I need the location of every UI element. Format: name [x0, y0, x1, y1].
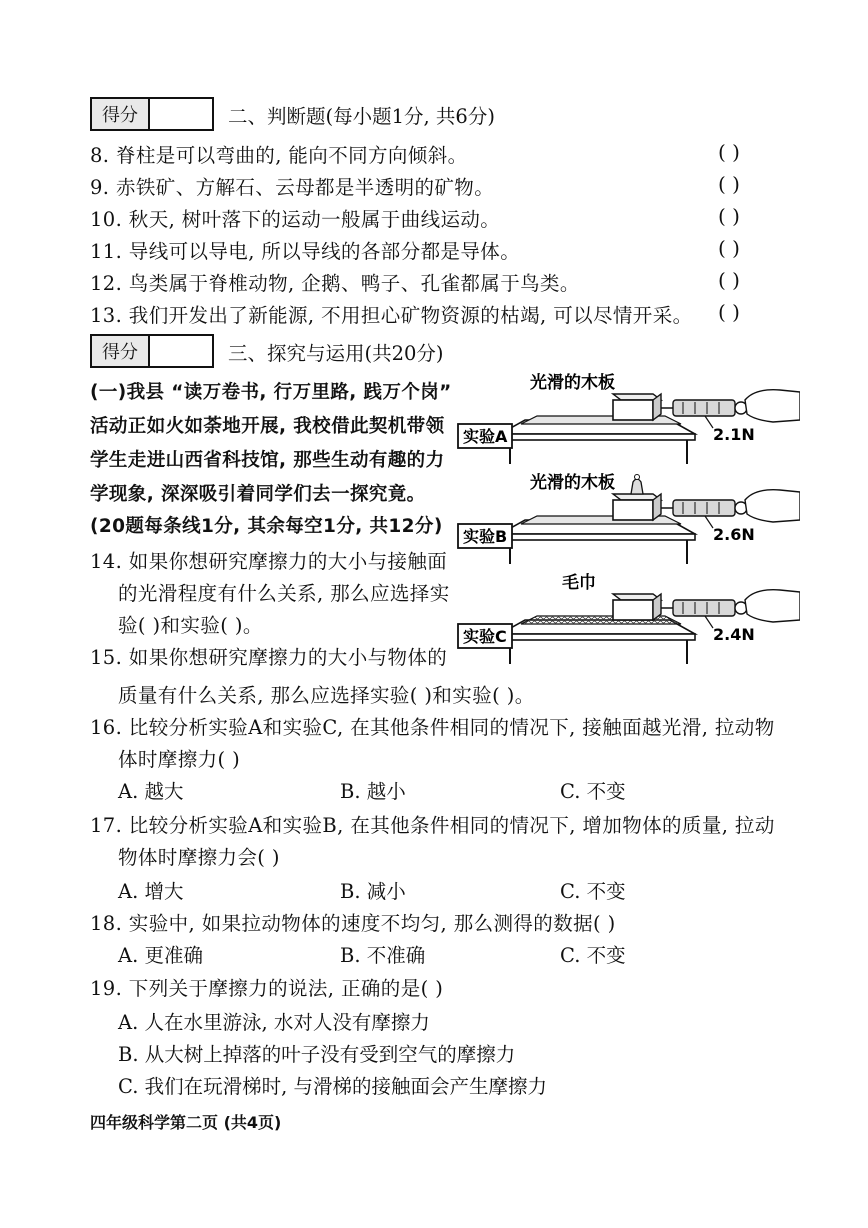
intro-line: (一)我县 “读万卷书, 行万里路, 践万个岗”: [90, 382, 452, 403]
table-edge-b: [500, 534, 695, 540]
judge-item-11: 11. 导线可以导电, 所以导线的各部分都是导体。: [90, 240, 521, 263]
wooden-block-a: [613, 400, 653, 420]
reading-pointer-b: [705, 516, 713, 528]
spring-scale-b: [673, 500, 735, 516]
reading-pointer-c: [705, 616, 713, 628]
experiment-illustrations: [455, 372, 800, 672]
score-blank[interactable]: [150, 336, 212, 366]
experiment-label-b: 实验B: [463, 527, 508, 546]
experiment-label-c: 实验C: [463, 627, 507, 646]
answer-paren-9[interactable]: ( ): [718, 172, 740, 196]
question-15-line: 15. 如果你想研究摩擦力的大小与物体的: [90, 646, 448, 669]
question-14-line: 14. 如果你想研究摩擦力的大小与接触面: [90, 550, 448, 573]
option-17-a[interactable]: A. 增大: [118, 880, 184, 903]
answer-paren-8[interactable]: ( ): [718, 140, 740, 164]
score-label: 得分: [92, 336, 150, 366]
judge-item-9: 9. 赤铁矿、方解石、云母都是半透明的矿物。: [90, 176, 495, 199]
weight-icon: [631, 479, 643, 494]
intro-line: 活动正如火如荼地开展, 我校借此契机带领: [90, 416, 445, 437]
answer-paren-10[interactable]: ( ): [718, 204, 740, 228]
option-16-b[interactable]: B. 越小: [340, 780, 406, 803]
reading-b: 2.6N: [713, 525, 755, 544]
table-edge-a: [500, 434, 695, 440]
experiment-a: [458, 372, 800, 464]
reading-a: 2.1N: [713, 425, 755, 444]
wooden-block-b: [613, 500, 653, 520]
option-17-b[interactable]: B. 减小: [340, 880, 406, 903]
answer-paren-12[interactable]: ( ): [718, 268, 740, 292]
spring-scale-c: [673, 600, 735, 616]
question-14-answer[interactable]: 验( )和实验( )。: [118, 614, 263, 637]
question-17-line[interactable]: 物体时摩擦力会( ): [118, 846, 280, 869]
table-edge-c: [500, 634, 695, 640]
section2-title: 二、判断题(每小题1分, 共6分): [228, 105, 495, 128]
surface-label-b: 光滑的木板: [530, 473, 615, 493]
hand-b: [745, 490, 800, 522]
option-17-c[interactable]: C. 不变: [560, 880, 626, 903]
score-label: 得分: [92, 99, 150, 129]
reading-c: 2.4N: [713, 625, 755, 644]
answer-paren-13[interactable]: ( ): [718, 300, 740, 324]
score-box-section2: [90, 97, 214, 131]
option-18-c[interactable]: C. 不变: [560, 944, 626, 967]
option-18-b[interactable]: B. 不准确: [340, 944, 426, 967]
option-18-a[interactable]: A. 更准确: [118, 944, 203, 967]
question-16-line[interactable]: 体时摩擦力( ): [118, 748, 241, 771]
experiment-label-a: 实验A: [463, 427, 508, 446]
page-footer: 四年级科学第二页 (共4页): [90, 1113, 282, 1132]
judge-item-12: 12. 鸟类属于脊椎动物, 企鹅、鸭子、孔雀都属于鸟类。: [90, 272, 580, 295]
surface-label-c: 毛巾: [562, 573, 596, 593]
experiment-c: [458, 572, 800, 664]
answer-paren-11[interactable]: ( ): [718, 236, 740, 260]
question-17-line: 17. 比较分析实验A和实验B, 在其他条件相同的情况下, 增加物体的质量, 拉动: [90, 814, 775, 837]
hand-c: [745, 590, 800, 622]
score-box-section3: [90, 334, 214, 368]
spring-scale-a: [673, 400, 735, 416]
intro-line: 学生走进山西省科技馆, 那些生动有趣的力: [90, 450, 445, 471]
weight-knob: [635, 475, 640, 480]
judge-item-13: 13. 我们开发出了新能源, 不用担心矿物资源的枯竭, 可以尽情开采。: [90, 304, 693, 327]
question-19-line[interactable]: 19. 下列关于摩擦力的说法, 正确的是( ): [90, 977, 444, 1000]
option-19-a[interactable]: A. 人在水里游泳, 水对人没有摩擦力: [118, 1011, 430, 1034]
intro-line: 学现象, 深深吸引着同学们去一探究竟。: [90, 484, 426, 505]
experiment-b: [458, 472, 800, 564]
score-blank[interactable]: [150, 99, 212, 129]
scoring-note: (20题每条线1分, 其余每空1分, 共12分): [90, 516, 443, 537]
wooden-block-c: [613, 600, 653, 620]
option-16-a[interactable]: A. 越大: [118, 780, 184, 803]
section3-title: 三、探究与运用(共20分): [228, 342, 444, 365]
judge-item-8: 8. 脊柱是可以弯曲的, 能向不同方向倾斜。: [90, 144, 468, 167]
option-16-c[interactable]: C. 不变: [560, 780, 626, 803]
surface-label-a: 光滑的木板: [530, 373, 615, 393]
question-15-answer[interactable]: 质量有什么关系, 那么应选择实验( )和实验( )。: [118, 684, 535, 707]
option-19-b[interactable]: B. 从大树上掉落的叶子没有受到空气的摩擦力: [118, 1043, 516, 1066]
option-19-c[interactable]: C. 我们在玩滑梯时, 与滑梯的接触面会产生摩擦力: [118, 1075, 548, 1098]
question-16-line: 16. 比较分析实验A和实验C, 在其他条件相同的情况下, 接触面越光滑, 拉动物: [90, 716, 775, 739]
reading-pointer-a: [705, 416, 713, 428]
question-14-line: 的光滑程度有什么关系, 那么应选择实: [118, 582, 450, 605]
hand-a: [745, 390, 800, 422]
question-18-line[interactable]: 18. 实验中, 如果拉动物体的速度不均匀, 那么测得的数据( ): [90, 912, 616, 935]
judge-item-10: 10. 秋天, 树叶落下的运动一般属于曲线运动。: [90, 208, 501, 231]
